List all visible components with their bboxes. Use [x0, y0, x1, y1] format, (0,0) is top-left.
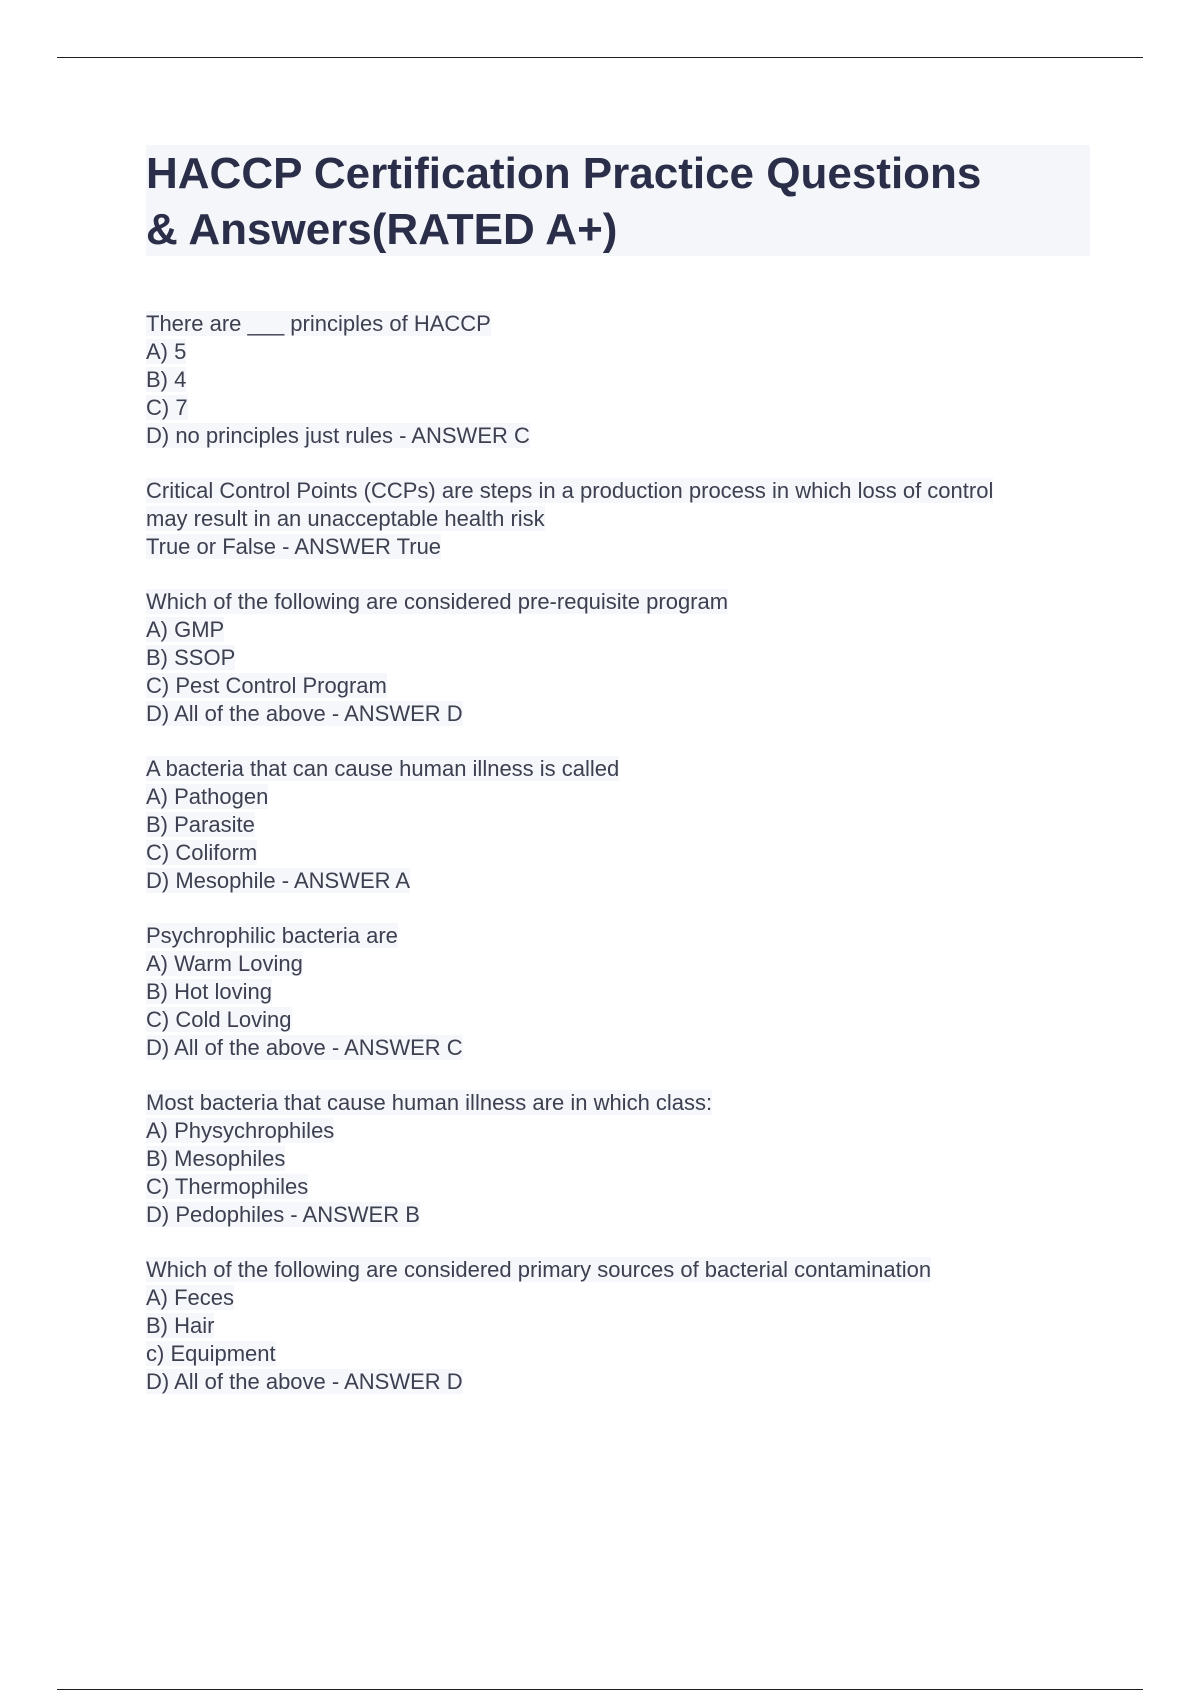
- bottom-rule: [57, 1689, 1143, 1690]
- option-line: c) Equipment: [146, 1341, 276, 1366]
- top-rule: [57, 57, 1143, 58]
- option-line: A) Warm Loving: [146, 951, 303, 976]
- question-line: Most bacteria that cause human illness are in which class:: [146, 1090, 713, 1115]
- question-7: [146, 1256, 1090, 1396]
- question-1: [146, 310, 1090, 450]
- option-line: C) Coliform: [146, 840, 258, 865]
- question-4: [146, 755, 1090, 895]
- question-line: Which of the following are considered pre-requisite program: [146, 589, 729, 614]
- title-line-2: & Answers(RATED A+): [146, 205, 618, 254]
- question-list: [146, 310, 1090, 1396]
- answer-line: D) Mesophile - ANSWER A: [146, 868, 411, 893]
- answer-line: D) no principles just rules - ANSWER C: [146, 423, 530, 448]
- option-line: B) Hair: [146, 1313, 215, 1338]
- option-line: A) Feces: [146, 1285, 235, 1310]
- question-line: A bacteria that can cause human illness is called: [146, 756, 620, 781]
- title-line-1: HACCP Certification Practice Questions: [146, 149, 982, 198]
- option-line: A) GMP: [146, 617, 225, 642]
- answer-line: D) Pedophiles - ANSWER B: [146, 1202, 420, 1227]
- question-5: [146, 922, 1090, 1062]
- question-2: [146, 477, 1090, 561]
- answer-line: True or False - ANSWER True: [146, 534, 442, 559]
- option-line: C) Thermophiles: [146, 1174, 309, 1199]
- option-line: C) 7: [146, 395, 188, 420]
- document-title: [146, 145, 1090, 258]
- question-line: Critical Control Points (CCPs) are steps in a production process in which loss of control: [146, 478, 994, 503]
- option-line: A) Pathogen: [146, 784, 269, 809]
- option-line: A) 5: [146, 339, 187, 364]
- answer-line: D) All of the above - ANSWER D: [146, 1369, 463, 1394]
- question-line: Which of the following are considered primary sources of bacterial contamination: [146, 1257, 932, 1282]
- option-line: A) Physychrophiles: [146, 1118, 335, 1143]
- title-block: [146, 145, 1090, 256]
- option-line: C) Pest Control Program: [146, 673, 387, 698]
- question-line: may result in an unacceptable health risk: [146, 506, 545, 531]
- option-line: B) Hot loving: [146, 979, 272, 1004]
- answer-line: D) All of the above - ANSWER D: [146, 701, 463, 726]
- question-line: Psychrophilic bacteria are: [146, 923, 398, 948]
- option-line: B) Mesophiles: [146, 1146, 286, 1171]
- option-line: B) 4: [146, 367, 187, 392]
- document-body: [146, 145, 1090, 1423]
- option-line: B) Parasite: [146, 812, 255, 837]
- question-3: [146, 588, 1090, 728]
- option-line: B) SSOP: [146, 645, 236, 670]
- answer-line: D) All of the above - ANSWER C: [146, 1035, 463, 1060]
- question-line: There are ___ principles of HACCP: [146, 311, 491, 336]
- question-6: [146, 1089, 1090, 1229]
- option-line: C) Cold Loving: [146, 1007, 292, 1032]
